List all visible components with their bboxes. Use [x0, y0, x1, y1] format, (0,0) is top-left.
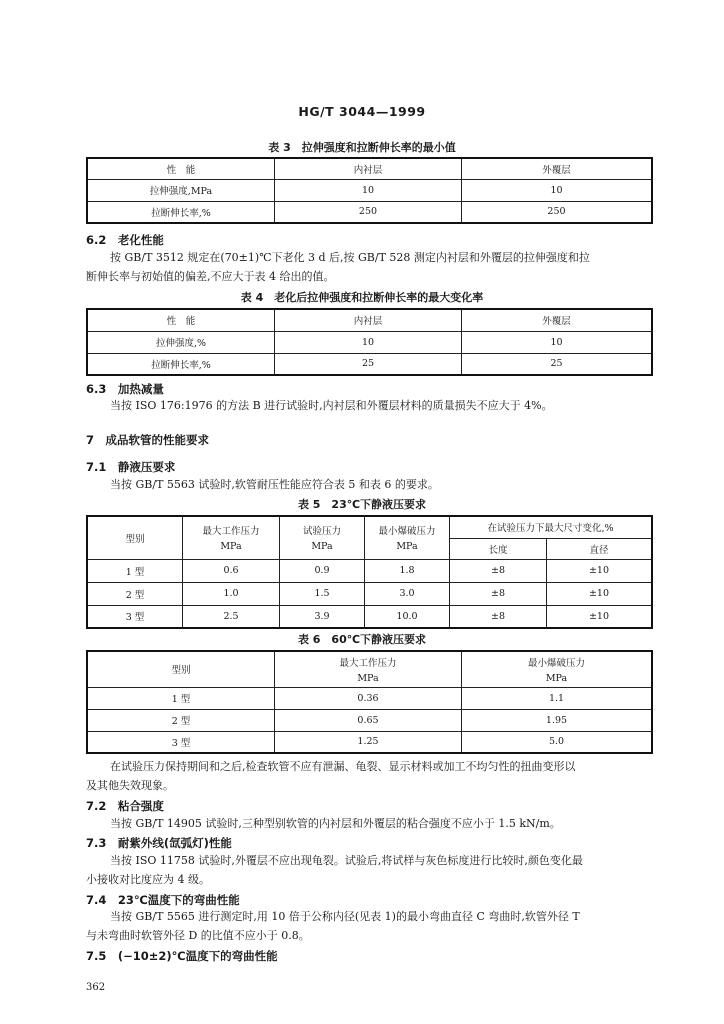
table5-caption: 表 5 23℃下静液压要求 — [297, 498, 427, 511]
table6-header-work — [275, 651, 462, 687]
section-7-1-title: 7.1 静液压要求 — [86, 460, 176, 474]
table5-cell: ±10 — [547, 559, 653, 582]
table5-header-burst — [365, 516, 450, 559]
table5-header-test-label: 试验压力 — [302, 526, 341, 538]
section-7-1-text: 当按 GB/T 5563 试验时,软管耐压性能应符合表 5 和表 6 的要求。 — [110, 478, 439, 491]
section-7-4-text: 当按 GB/T 5565 进行测定时,用 10 倍于公称内径(见表 1)的最小弯曲直径 C 弯曲时,软管外径 T — [110, 910, 580, 923]
table4-cell: 10 — [275, 331, 462, 353]
table6-cell: 5.0 — [462, 731, 653, 753]
page-header: HG/T 3044—1999 — [298, 104, 426, 119]
table3-cell: 10 — [275, 179, 462, 201]
table5-header-work-label: 最大工作压力 — [202, 526, 260, 538]
table5-header-burst-label: 最小爆破压力 — [378, 526, 436, 538]
table4-cell: 拉伸强度,% — [87, 331, 275, 353]
table3 — [86, 157, 653, 224]
table5-cell: 1 型 — [87, 559, 183, 582]
section-7-2-text: 当按 GB/T 14905 试验时,三种型别软管的内衬层和外覆层的粘合强度不应小于 1.5 kN/m。 — [110, 817, 561, 830]
table6-cell: 3 型 — [87, 731, 275, 753]
section-6-3-title: 6.3 加热减量 — [86, 382, 164, 396]
table5-cell: 10.0 — [365, 605, 450, 628]
table5-cell: ±8 — [450, 582, 547, 605]
table5-cell: 1.8 — [365, 559, 450, 582]
table6 — [86, 650, 653, 754]
table5-cell: 2 型 — [87, 582, 183, 605]
table6-header-type: 型别 — [87, 651, 275, 687]
table3-cell: 拉伸强度,MPa — [87, 179, 275, 201]
table6-cell: 1.1 — [462, 687, 653, 709]
table6-cell: 2 型 — [87, 709, 275, 731]
table5-header-type: 型别 — [87, 516, 183, 559]
table3-header: 内衬层 — [275, 158, 462, 179]
table6-header-burst-unit: MPa — [545, 672, 568, 684]
table5-cell: ±10 — [547, 605, 653, 628]
table5-cell: 0.9 — [280, 559, 365, 582]
table5-cell: 1.5 — [280, 582, 365, 605]
table6-header-work-label: 最大工作压力 — [339, 657, 397, 669]
table4-cell: 拉断伸长率,% — [87, 353, 275, 375]
table6-cell: 0.36 — [275, 687, 462, 709]
table5 — [86, 515, 653, 629]
table4-cell: 10 — [462, 331, 653, 353]
table4-cell: 25 — [462, 353, 653, 375]
section-7-2-title: 7.2 粘合强度 — [86, 799, 164, 813]
table5-cell: 3.0 — [365, 582, 450, 605]
section-6-2-title: 6.2 老化性能 — [86, 233, 164, 247]
table5-header-change: 在试验压力下最大尺寸变化,% — [450, 516, 653, 538]
section-7-5-title: 7.5 (−10±2)℃温度下的弯曲性能 — [86, 949, 278, 963]
table5-cell: ±8 — [450, 605, 547, 628]
table6-cell: 0.65 — [275, 709, 462, 731]
table6-caption: 表 6 60℃下静液压要求 — [297, 633, 427, 646]
table5-cell: 0.6 — [183, 559, 280, 582]
section-7-title: 7 成品软管的性能要求 — [86, 433, 210, 447]
table5-cell: ±10 — [547, 582, 653, 605]
table4-caption: 表 4 老化后拉伸强度和拉断伸长率的最大变化率 — [240, 291, 484, 304]
section-6-3-text: 当按 ISO 176:1976 的方法 B 进行试验时,内衬层和外覆层材料的质量损失不应大于 4%。 — [110, 399, 553, 412]
section-6-2-text: 断伸长率与初始值的偏差,不应大于表 4 给出的值。 — [86, 270, 335, 283]
table4-header: 内衬层 — [275, 309, 462, 331]
table5-header-test-unit: MPa — [311, 541, 333, 553]
table5-cell: 2.5 — [183, 605, 280, 628]
table5-cell: 1.0 — [183, 582, 280, 605]
section-7-3-title: 7.3 耐紫外线(氙弧灯)性能 — [86, 836, 232, 850]
table6-cell: 1.25 — [275, 731, 462, 753]
table3-caption: 表 3 拉伸强度和拉断伸长率的最小值 — [268, 141, 456, 154]
table6-header-burst — [462, 651, 653, 687]
table4 — [86, 308, 653, 376]
section-7-3-text: 当按 ISO 11758 试验时,外覆层不应出现龟裂。试验后,将试样与灰色标度进行比较时,颜色变化最 — [110, 854, 583, 867]
table3-cell: 10 — [462, 179, 653, 201]
section-7-1-note: 及其他失效现象。 — [86, 779, 174, 792]
table5-header-test — [280, 516, 365, 559]
table5-cell: ±8 — [450, 559, 547, 582]
table5-header-work — [183, 516, 280, 559]
table5-header-burst-unit: MPa — [396, 541, 418, 553]
table4-cell: 25 — [275, 353, 462, 375]
table4-header: 性 能 — [87, 309, 275, 331]
section-7-4-title: 7.4 23℃温度下的弯曲性能 — [86, 893, 240, 907]
table6-header-burst-label: 最小爆破压力 — [527, 657, 585, 669]
table3-cell: 250 — [275, 201, 462, 223]
table6-header-work-unit: MPa — [357, 672, 379, 684]
section-7-1-note: 在试验压力保持期间和之后,检查软管不应有泄漏、龟裂、显示材料或加工不均匀性的扭曲变形以 — [110, 760, 576, 773]
table3-header: 外覆层 — [462, 158, 653, 179]
section-6-2-text: 按 GB/T 3512 规定在(70±1)℃下老化 3 d 后,按 GB/T 528 测定内衬层和外覆层的拉伸强度和拉 — [110, 251, 590, 264]
table5-cell: 3 型 — [87, 605, 183, 628]
page-number: 362 — [86, 982, 106, 993]
table6-cell: 1 型 — [87, 687, 275, 709]
table4-header: 外覆层 — [462, 309, 653, 331]
section-7-4-text: 与未弯曲时软管外径 D 的比值不应小于 0.8。 — [86, 929, 310, 942]
table5-header-diameter: 直径 — [547, 538, 653, 559]
table5-header-work-unit: MPa — [220, 541, 242, 553]
section-7-3-text: 小接收对比度应为 4 级。 — [86, 873, 210, 886]
table6-cell: 1.95 — [462, 709, 653, 731]
table5-cell: 3.9 — [280, 605, 365, 628]
table3-cell: 250 — [462, 201, 653, 223]
table3-header: 性 能 — [87, 158, 275, 179]
table3-cell: 拉断伸长率,% — [87, 201, 275, 223]
table5-header-length: 长度 — [450, 538, 547, 559]
